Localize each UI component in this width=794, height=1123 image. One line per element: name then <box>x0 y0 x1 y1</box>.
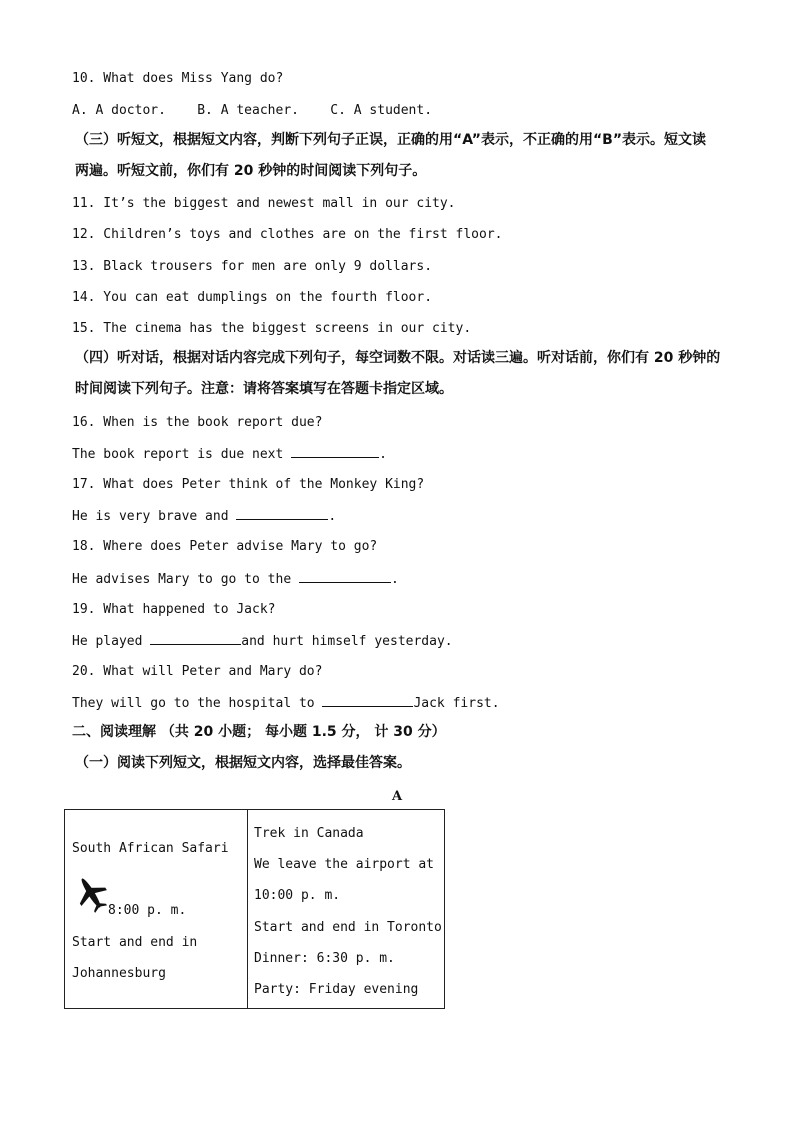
q19-question: 19. What happened to Jack? <box>72 602 276 617</box>
q20-blank[interactable] <box>322 694 413 707</box>
passage-label: A <box>392 789 403 804</box>
section4-instruction-line2: 时间阅读下列句子。注意：请将答案填写在答题卡指定区域。 <box>75 381 453 397</box>
statement-14: 14. You can eat dumplings on the fourth floor. <box>72 290 433 305</box>
q17-before: He is very brave and <box>72 509 237 524</box>
q19-after: and hurt himself yesterday. <box>241 634 453 649</box>
q17-after: . <box>328 509 337 524</box>
q18-after: . <box>390 572 399 587</box>
q17-blank[interactable] <box>236 507 328 520</box>
section4-instruction-line1: （四）听对话，根据对话内容完成下列句子，每空词数不限。对话读三遍。听对话前，你们有 20 秒钟的 <box>75 350 721 366</box>
q16-answer-line <box>72 445 387 464</box>
q16-after: . <box>379 447 387 462</box>
statement-11: 11. It’s the biggest and newest mall in our city. <box>72 196 456 211</box>
canada-line1: We leave the airport at <box>254 857 435 872</box>
q20-answer-line <box>72 694 500 713</box>
part2-heading: 二、阅读理解 （共 20 小题； 每小题 1.5 分， 计 30 分） <box>72 724 446 740</box>
q16-before: The book report is due next <box>72 447 292 462</box>
q18-question: 18. Where does Peter advise Mary to go? <box>72 539 378 554</box>
q17-answer-line <box>72 507 336 526</box>
q20-after: Jack first. <box>413 696 500 711</box>
q19-before: He played <box>72 634 151 649</box>
q20-question: 20. What will Peter and Mary do? <box>72 664 323 679</box>
safari-line1: Start and end in <box>72 935 198 950</box>
q19-blank[interactable] <box>150 632 241 645</box>
q10-options: A. A doctor. B. A teacher. C. A student. <box>72 103 433 118</box>
section3-instruction-line2: 两遍。听短文前，你们有 20 秒钟的时间阅读下列句子。 <box>75 163 427 179</box>
statement-15: 15. The cinema has the biggest screens in our city. <box>72 321 472 336</box>
part2-sub-heading: （一）阅读下列短文，根据短文内容，选择最佳答案。 <box>75 755 411 771</box>
canada-line4: Dinner: 6:30 p. m. <box>254 951 395 966</box>
canada-line3: Start and end in Toronto <box>254 920 442 935</box>
q18-before: He advises Mary to go to the <box>72 572 299 587</box>
airplane-icon <box>74 872 108 914</box>
safari-time: 8:00 p. m. <box>108 903 187 918</box>
safari-title: South African Safari <box>72 841 229 856</box>
q18-answer-line <box>72 570 399 589</box>
statement-12: 12. Children’s toys and clothes are on the first floor. <box>72 227 503 242</box>
canada-title: Trek in Canada <box>254 826 364 841</box>
q16-blank[interactable] <box>291 445 379 458</box>
q10-question: 10. What does Miss Yang do? <box>72 71 284 86</box>
canada-line2: 10:00 p. m. <box>254 888 341 903</box>
q19-answer-line <box>72 632 453 651</box>
safari-line2: Johannesburg <box>72 966 166 981</box>
q16-question: 16. When is the book report due? <box>72 415 323 430</box>
canada-line5: Party: Friday evening <box>254 982 419 997</box>
q20-before: They will go to the hospital to <box>72 696 323 711</box>
q17-question: 17. What does Peter think of the Monkey King? <box>72 477 425 492</box>
statement-13: 13. Black trousers for men are only 9 dollars. <box>72 259 433 274</box>
section3-instruction-line1: （三）听短文，根据短文内容，判断下列句子正误，正确的用“A”表示，不正确的用“B”表示。短文读 <box>75 132 707 148</box>
q18-blank[interactable] <box>299 570 391 583</box>
